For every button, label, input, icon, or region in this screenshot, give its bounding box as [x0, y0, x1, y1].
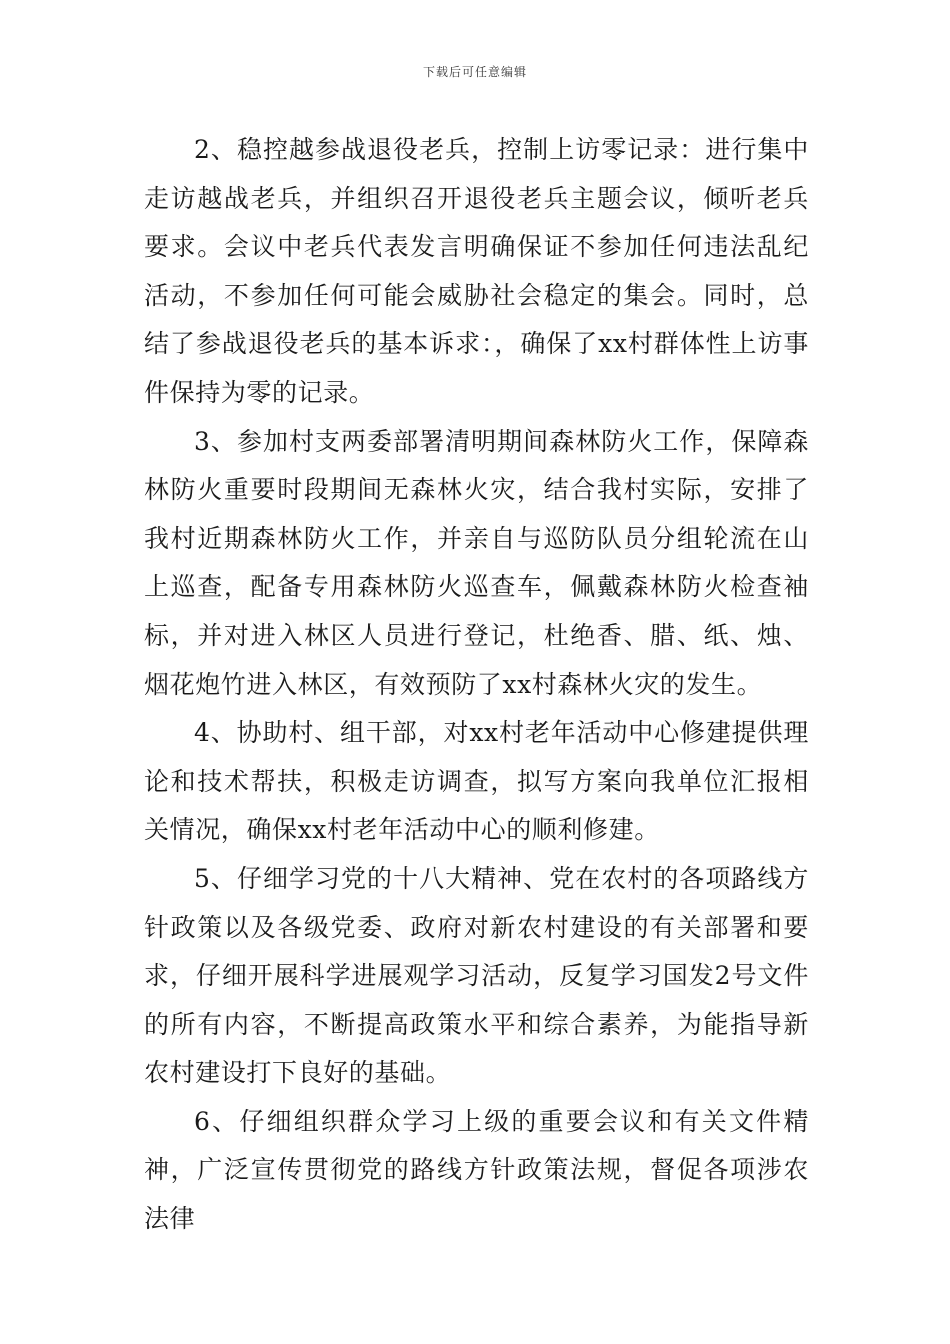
page-header-note: 下载后可任意编辑: [422, 65, 527, 79]
document-body: [144, 126, 809, 1244]
paragraph-item-2: 2、稳控越参战退役老兵，控制上访零记录：进行集中走访越战老兵，并组织召开退役老兵主题会议，倾听老兵要求。会议中老兵代表发言明确保证不参加任何违法乱纪活动，不参加任何可能会威胁社会稳定的集会。同时，总结了参战退役老兵的基本诉求：，确保了xx村群体性上访事件保持为零的记录。: [144, 135, 809, 407]
paragraph-item-5: 5、仔细学习党的十八大精神、党在农村的各项路线方针政策以及各级党委、政府对新农村建设的有关部署和要求，仔细开展科学进展观学习活动，反复学习国发2号文件的所有内容，不断提高政策水平和综合素养，为能指导新农村建设打下良好的基础。: [144, 863, 809, 1088]
paragraph-item-6: 6、仔细组织群众学习上级的重要会议和有关文件精神，广泛宣传贯彻党的路线方针政策法规，督促各项涉农法律: [144, 1106, 809, 1234]
paragraph-item-3: 3、参加村支两委部署清明期间森林防火工作，保障森林防火重要时段期间无森林火灾，结合我村实际，安排了我村近期森林防火工作，并亲自与巡防队员分组轮流在山上巡查，配备专用森林防火巡查车，佩戴森林防火检查袖标，并对进入林区人员进行登记，杜绝香、腊、纸、烛、烟花炮竹进入林区，有效预防了xx村森林火灾的发生。: [144, 426, 809, 699]
paragraph-item-4: 4、协助村、组干部，对xx村老年活动中心修建提供理论和技术帮扶，积极走访调查，拟写方案向我单位汇报相关情况，确保xx村老年活动中心的顺利修建。: [144, 718, 809, 845]
